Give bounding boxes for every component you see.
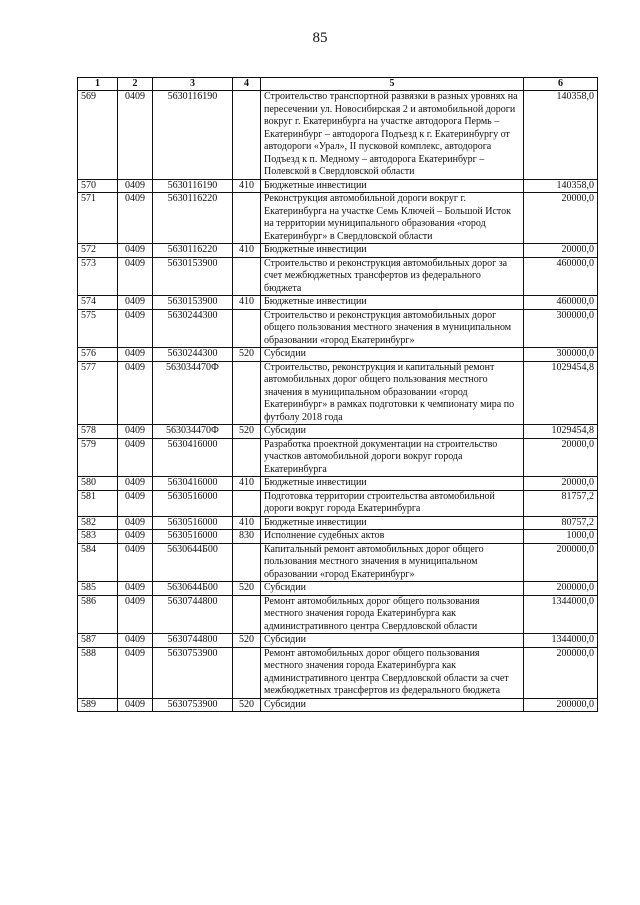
expense-type-cell <box>233 595 261 634</box>
amount-cell: 460000,0 <box>524 296 598 310</box>
table-row <box>78 296 598 310</box>
table-body <box>78 91 598 712</box>
table-row <box>78 516 598 530</box>
amount-cell: 81757,2 <box>524 490 598 516</box>
header-col-3: 3 <box>153 78 233 91</box>
section-code-cell: 0409 <box>118 348 153 362</box>
amount-cell: 20000,0 <box>524 438 598 477</box>
table-row <box>78 582 598 596</box>
target-article-cell: 5630416000 <box>153 477 233 491</box>
section-code-cell: 0409 <box>118 582 153 596</box>
amount-cell: 1344000,0 <box>524 634 598 648</box>
row-number-cell: 573 <box>78 257 118 296</box>
table-row <box>78 179 598 193</box>
expense-type-cell: 410 <box>233 244 261 258</box>
row-number-cell: 588 <box>78 647 118 698</box>
table-row <box>78 193 598 244</box>
amount-cell: 20000,0 <box>524 244 598 258</box>
budget-table <box>77 77 598 712</box>
section-code-cell: 0409 <box>118 179 153 193</box>
amount-cell: 200000,0 <box>524 698 598 712</box>
row-number-cell: 578 <box>78 425 118 439</box>
section-code-cell: 0409 <box>118 543 153 582</box>
target-article-cell: 5630153900 <box>153 296 233 310</box>
target-article-cell: 5630244300 <box>153 309 233 348</box>
item-name-cell: Бюджетные инвестиции <box>261 477 524 491</box>
section-code-cell: 0409 <box>118 477 153 491</box>
section-code-cell: 0409 <box>118 438 153 477</box>
table-row <box>78 647 598 698</box>
item-name-cell: Реконструкция автомобильной дороги вокруг г. Екатеринбурга на участке Семь Ключей – Большой Исток на территории муниципального образования «город Екатеринбург» в Свердловской области <box>261 193 524 244</box>
section-code-cell: 0409 <box>118 296 153 310</box>
expense-type-cell <box>233 257 261 296</box>
target-article-cell: 5630744800 <box>153 634 233 648</box>
row-number-cell: 572 <box>78 244 118 258</box>
item-name-cell: Субсидии <box>261 582 524 596</box>
item-name-cell: Ремонт автомобильных дорог общего пользования местного значения города Екатеринбурга как административного центра Свердловской области <box>261 595 524 634</box>
item-name-cell: Разработка проектной документации на строительство участков автомобильной дороги вокруг города Екатеринбурга <box>261 438 524 477</box>
table-row <box>78 309 598 348</box>
row-number-cell: 574 <box>78 296 118 310</box>
row-number-cell: 571 <box>78 193 118 244</box>
amount-cell: 20000,0 <box>524 477 598 491</box>
expense-type-cell: 410 <box>233 296 261 310</box>
row-number-cell: 575 <box>78 309 118 348</box>
section-code-cell: 0409 <box>118 516 153 530</box>
item-name-cell: Субсидии <box>261 425 524 439</box>
amount-cell: 460000,0 <box>524 257 598 296</box>
page-number: 85 <box>312 30 328 46</box>
target-article-cell: 5630516000 <box>153 516 233 530</box>
section-code-cell: 0409 <box>118 698 153 712</box>
expense-type-cell: 520 <box>233 634 261 648</box>
table-header-row <box>78 78 598 91</box>
section-code-cell: 0409 <box>118 425 153 439</box>
table-row <box>78 530 598 544</box>
amount-cell: 1029454,8 <box>524 361 598 425</box>
header-col-1: 1 <box>78 78 118 91</box>
expense-type-cell <box>233 490 261 516</box>
amount-cell: 140358,0 <box>524 179 598 193</box>
expense-type-cell: 830 <box>233 530 261 544</box>
expense-type-cell: 410 <box>233 516 261 530</box>
header-col-6: 6 <box>524 78 598 91</box>
table-row <box>78 543 598 582</box>
table-row <box>78 91 598 180</box>
row-number-cell: 577 <box>78 361 118 425</box>
table-row <box>78 425 598 439</box>
item-name-cell: Субсидии <box>261 634 524 648</box>
row-number-cell: 587 <box>78 634 118 648</box>
table-row <box>78 438 598 477</box>
table-row <box>78 595 598 634</box>
target-article-cell: 5630753900 <box>153 647 233 698</box>
table-row <box>78 257 598 296</box>
header-col-5: 5 <box>261 78 524 91</box>
target-article-cell: 5630244300 <box>153 348 233 362</box>
expense-type-cell: 410 <box>233 477 261 491</box>
target-article-cell: 5630416000 <box>153 438 233 477</box>
row-number-cell: 576 <box>78 348 118 362</box>
expense-type-cell: 520 <box>233 698 261 712</box>
expense-type-cell: 520 <box>233 582 261 596</box>
table-row <box>78 634 598 648</box>
target-article-cell: 5630753900 <box>153 698 233 712</box>
section-code-cell: 0409 <box>118 490 153 516</box>
target-article-cell: 5630516000 <box>153 530 233 544</box>
target-article-cell: 5630744800 <box>153 595 233 634</box>
item-name-cell: Бюджетные инвестиции <box>261 179 524 193</box>
expense-type-cell <box>233 438 261 477</box>
expense-type-cell: 410 <box>233 179 261 193</box>
amount-cell: 300000,0 <box>524 309 598 348</box>
amount-cell: 200000,0 <box>524 582 598 596</box>
item-name-cell: Ремонт автомобильных дорог общего пользования местного значения города Екатеринбурга как административного центра Свердловской области за счет межбюджетных трансфертов из федерального бюджета <box>261 647 524 698</box>
amount-cell: 1029454,8 <box>524 425 598 439</box>
row-number-cell: 586 <box>78 595 118 634</box>
amount-cell: 300000,0 <box>524 348 598 362</box>
amount-cell: 20000,0 <box>524 193 598 244</box>
target-article-cell: 5630116220 <box>153 193 233 244</box>
item-name-cell: Подготовка территории строительства автомобильной дороги вокруг города Екатеринбурга <box>261 490 524 516</box>
expense-type-cell <box>233 361 261 425</box>
table-row <box>78 244 598 258</box>
amount-cell: 80757,2 <box>524 516 598 530</box>
expense-type-cell: 520 <box>233 348 261 362</box>
row-number-cell: 569 <box>78 91 118 180</box>
item-name-cell: Строительство транспортной развязки в разных уровнях на пересечении ул. Новосибирская 2 и автомобильной дороги вокруг г. Екатеринбурга на участке автодорога Пермь – Екатеринбург – автодорога Подъезд к г. Екатеринбургу от автодороги «Урал», II пусковой комплекс, автодорога Подъезд к п. Медному – автодорога Екатеринбург – Полевской в Свердловской области <box>261 91 524 180</box>
target-article-cell: 5630644Б00 <box>153 582 233 596</box>
item-name-cell: Строительство, реконструкция и капитальный ремонт автомобильных дорог общего пользования местного значения в муниципальном образовании «город Екатеринбург» в рамках подготовки к чемпионату мира по футболу 2018 года <box>261 361 524 425</box>
row-number-cell: 579 <box>78 438 118 477</box>
item-name-cell: Бюджетные инвестиции <box>261 244 524 258</box>
section-code-cell: 0409 <box>118 530 153 544</box>
expense-type-cell <box>233 193 261 244</box>
item-name-cell: Бюджетные инвестиции <box>261 516 524 530</box>
amount-cell: 200000,0 <box>524 543 598 582</box>
expense-type-cell: 520 <box>233 425 261 439</box>
section-code-cell: 0409 <box>118 257 153 296</box>
item-name-cell: Строительство и реконструкция автомобильных дорог общего пользования местного значения в муниципальном образовании «город Екатеринбург» <box>261 309 524 348</box>
amount-cell: 140358,0 <box>524 91 598 180</box>
section-code-cell: 0409 <box>118 193 153 244</box>
section-code-cell: 0409 <box>118 361 153 425</box>
amount-cell: 1000,0 <box>524 530 598 544</box>
item-name-cell: Исполнение судебных актов <box>261 530 524 544</box>
row-number-cell: 581 <box>78 490 118 516</box>
row-number-cell: 583 <box>78 530 118 544</box>
target-article-cell: 5630116220 <box>153 244 233 258</box>
row-number-cell: 570 <box>78 179 118 193</box>
target-article-cell: 563034470Ф <box>153 425 233 439</box>
section-code-cell: 0409 <box>118 595 153 634</box>
expense-type-cell <box>233 647 261 698</box>
section-code-cell: 0409 <box>118 244 153 258</box>
header-col-2: 2 <box>118 78 153 91</box>
row-number-cell: 580 <box>78 477 118 491</box>
row-number-cell: 589 <box>78 698 118 712</box>
amount-cell: 1344000,0 <box>524 595 598 634</box>
section-code-cell: 0409 <box>118 309 153 348</box>
table-row <box>78 698 598 712</box>
expense-type-cell <box>233 91 261 180</box>
target-article-cell: 5630116190 <box>153 91 233 180</box>
item-name-cell: Бюджетные инвестиции <box>261 296 524 310</box>
section-code-cell: 0409 <box>118 91 153 180</box>
section-code-cell: 0409 <box>118 647 153 698</box>
target-article-cell: 563034470Ф <box>153 361 233 425</box>
item-name-cell: Субсидии <box>261 348 524 362</box>
row-number-cell: 582 <box>78 516 118 530</box>
table-row <box>78 361 598 425</box>
target-article-cell: 5630644Б00 <box>153 543 233 582</box>
expense-type-cell <box>233 309 261 348</box>
target-article-cell: 5630153900 <box>153 257 233 296</box>
table-row <box>78 477 598 491</box>
item-name-cell: Капитальный ремонт автомобильных дорог общего пользования местного значения в муниципальном образовании «город Екатеринбург» <box>261 543 524 582</box>
row-number-cell: 585 <box>78 582 118 596</box>
header-col-4: 4 <box>233 78 261 91</box>
target-article-cell: 5630516000 <box>153 490 233 516</box>
amount-cell: 200000,0 <box>524 647 598 698</box>
expense-type-cell <box>233 543 261 582</box>
table-row <box>78 348 598 362</box>
section-code-cell: 0409 <box>118 634 153 648</box>
target-article-cell: 5630116190 <box>153 179 233 193</box>
item-name-cell: Субсидии <box>261 698 524 712</box>
item-name-cell: Строительство и реконструкция автомобильных дорог за счет межбюджетных трансфертов из федерального бюджета <box>261 257 524 296</box>
table-row <box>78 490 598 516</box>
row-number-cell: 584 <box>78 543 118 582</box>
